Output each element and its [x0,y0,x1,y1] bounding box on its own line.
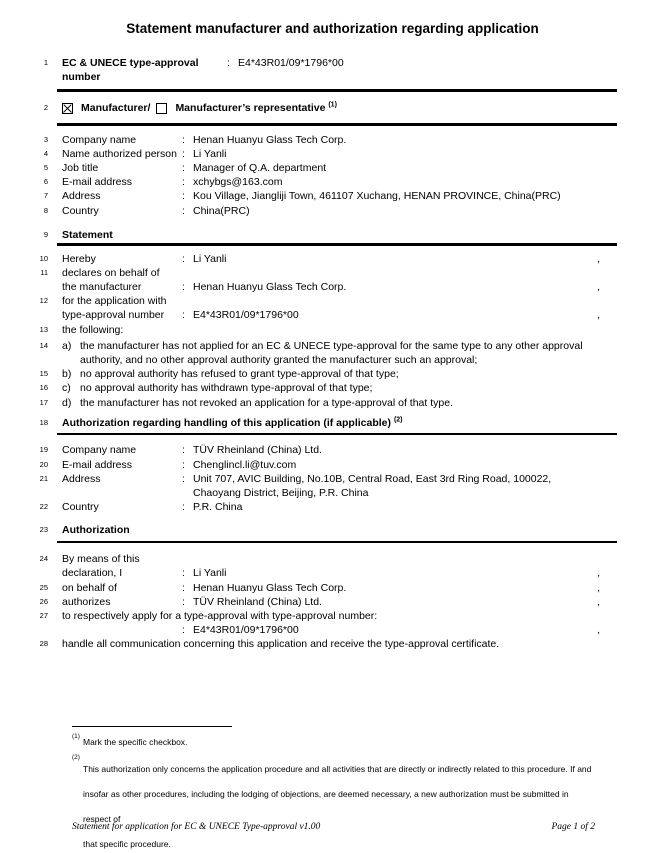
field-value: Li Yanli [193,567,227,580]
authorization-handling-heading: Authorization regarding handling of this application (if applicable) $^{(2)}$ [62,416,403,429]
authorization-row-declaration [0,566,665,580]
colon: : [182,252,185,265]
comma: , [597,581,600,594]
comma: , [597,567,600,580]
statement-text: to respectively apply for a type-approval with type-approval number: [62,610,378,622]
field-label: the manufacturer [62,280,142,293]
footnote-ref-1: (1) [328,101,337,109]
authorization-heading-row [0,523,665,537]
colon: : [182,567,185,580]
comma: , [597,309,600,322]
field-label: Country [62,501,99,514]
manufacturer-label: Manufacturer/ [81,102,151,115]
list-item-text: no approval authority has withdrawn type-approval of that type; [80,382,373,395]
type-approval-number-value: E4*43R01/09*1796*00 [238,57,344,69]
footnote-2-line: that specific procedure. [83,839,171,849]
field-value: TÜV Rheinland (China) Ltd. [193,595,322,608]
list-item-text: the manufacturer has not revoked an application for a type-approval of that type. [80,396,453,409]
field-value: Li Yanli [193,147,227,160]
field-label: By means of this [62,553,140,566]
field-label: on behalf of [62,581,117,594]
comma: , [597,624,600,637]
field-row-country [0,204,665,218]
document-title: Statement manufacturer and authorization regarding application [126,21,539,36]
comma: , [597,280,600,293]
line-number: 7 [43,191,48,201]
statement-row-hereby [0,252,665,266]
line-number: 11 [40,267,48,277]
line-number: 20 [39,459,48,469]
authorization-row-by-means-intro [0,552,665,566]
type-approval-number-label: EC & UNECE type-approval number [62,57,199,84]
line-number: 6 [43,177,48,187]
line-number: 12 [39,296,48,306]
field-label: Hereby [62,252,96,265]
footnote-2: (2) This authorization only concerns the application procedure and all activities that are directly or indirectly related to this procedure. If and insofar as other procedures, including the lodging of objections, are deemed necessary, a new authorization must be submitted in respect of that specific procedure. [72,754,592,849]
field-value: P.R. China [193,501,243,514]
type-approval-number-row [0,56,665,84]
statement-item-d [0,396,665,410]
line-number: 9 [43,229,48,239]
footnote-2-line: insofar as other procedures, including the lodging of objections, are deemed necessary, a new authorization must be submitted in respect of [83,789,569,824]
field-value: Kou Village, Jiangliji Town, 461107 Xuchang, HENAN PROVINCE, China(PRC) [193,190,561,203]
field-value: E4*43R01/09*1796*00 [193,624,299,637]
statement-text: the following: [62,323,124,336]
line-number: 24 [39,554,48,564]
colon: : [182,501,185,514]
field-label: declaration, I [62,567,123,580]
line-number: 23 [39,525,48,535]
manufacturer-checkbox [62,103,73,114]
line-number: 17 [39,397,48,407]
field-label: E-mail address [62,176,133,189]
page-footer [72,822,595,832]
footer-page-number: Page 1 of 2 [551,822,595,832]
representative-checkbox [156,103,167,114]
line-number: 1 [43,58,48,67]
field-label: Address [62,190,101,203]
field-row-company-name [0,133,665,147]
colon: : [182,190,185,203]
list-marker: a) [62,339,72,352]
authorization-row-authorizes [0,595,665,609]
field-row-agent-country [0,500,665,514]
field-label-spacer [62,623,182,637]
footnote-1: (1) Mark the specific checkbox. [72,733,188,747]
field-label: type-approval number [62,309,165,322]
authorization-row-approval-number [0,623,665,637]
list-marker: b) [62,368,72,381]
list-marker: d) [62,396,72,409]
line-number: 28 [39,639,48,649]
statement-row-manufacturer [0,280,665,294]
line-number: 3 [43,134,48,144]
colon: : [182,133,185,146]
line-number: 8 [43,205,48,215]
field-value: China(PRC) [193,204,250,217]
section-divider [57,123,617,126]
authorization-row-handle-communication [0,637,665,651]
section-divider [57,541,617,544]
field-value: Unit 707, AVIC Building, No.10B, Central Road, East 3rd Ring Road, 100022, Chaoyang District, Beijing, P.R. China [193,472,552,500]
field-value: Manager of Q.A. department [193,162,327,175]
line-number: 14 [39,340,48,350]
line-number: 21 [39,473,48,483]
field-value: Henan Huanyu Glass Tech Corp. [193,581,347,594]
line-number: 2 [43,103,48,113]
comma: , [597,595,600,608]
field-row-agent-company [0,443,665,457]
field-label: authorizes [62,595,111,608]
line-number: 26 [39,596,48,606]
statement-item-a [0,339,665,367]
section-divider [57,89,617,92]
line-number: 19 [39,445,48,455]
statement-row-application-intro [0,294,665,308]
comma: , [597,252,600,265]
list-marker: c) [62,382,71,395]
field-label: for the application with [62,295,167,308]
footnote-2-line: This authorization only concerns the application procedure and all activities that are directly or indirectly related to this procedure. If and [83,764,592,774]
colon: : [182,624,185,637]
list-item-text: the manufacturer has not applied for an EC & UNECE type-approval for the same type to any other approval authority, and no other approval authority granted the manufacturer such an approval; [80,339,583,366]
field-label: declares on behalf of [62,266,160,279]
authorization-row-on-behalf [0,581,665,595]
colon: : [182,458,185,471]
field-label: Country [62,204,99,217]
field-value: E4*43R01/09*1796*00 [193,309,299,322]
field-row-email [0,175,665,189]
field-label: Company name [62,444,137,457]
field-value: Henan Huanyu Glass Tech Corp. [193,280,347,293]
colon: : [182,595,185,608]
authorization-row-apply-intro [0,609,665,623]
line-number: 15 [39,369,48,379]
field-value: xchybgs@163.com [193,176,283,189]
section-divider [57,433,617,436]
representative-label: Manufacturer’s representative $^{(1)}$ [175,101,337,115]
colon: : [182,472,185,485]
field-row-agent-email [0,458,665,472]
field-label: Name authorized person [62,147,177,160]
field-label: Company name [62,133,137,146]
field-value: Henan Huanyu Glass Tech Corp. [193,133,347,146]
authorization-heading: Authorization [62,524,130,537]
colon: : [182,176,185,189]
field-row-agent-address [0,472,665,500]
field-value: Li Yanli [193,252,227,265]
line-number: 16 [39,383,48,393]
field-value: TÜV Rheinland (China) Ltd. [193,444,322,457]
colon: : [182,204,185,217]
statement-row-declares-intro [0,266,665,280]
applicant-type-row [0,101,665,115]
statement-text: handle all communication concerning this application and receive the type-approval certificate. [62,638,500,651]
section-divider [57,243,617,246]
statement-row-following [0,323,665,337]
authorization-handling-heading-row [0,416,665,430]
statement-item-b [0,367,665,381]
colon: : [227,57,230,69]
line-number: 10 [39,253,48,263]
field-label: Job title [62,162,99,175]
line-number: 27 [39,611,48,620]
field-value: Chenglincl.li@tuv.com [193,458,297,471]
line-number: 25 [39,582,48,592]
field-row-address [0,189,665,203]
line-number: 18 [39,417,48,427]
footnotes-block [72,726,592,853]
statement-item-c [0,381,665,395]
colon: : [182,581,185,594]
line-number: 13 [39,324,48,334]
line-number: 5 [43,163,48,173]
footer-document-name: Statement for application for EC & UNECE Type-approval v1.00 [72,822,321,832]
colon: : [182,309,185,322]
colon: : [182,444,185,457]
line-number: 22 [39,502,48,512]
statement-row-type-approval [0,308,665,322]
line-number: 4 [43,148,48,158]
footnote-ref-2: (2) [393,416,403,424]
colon: : [182,162,185,175]
footnote-separator [72,726,232,727]
field-row-authorized-person [0,147,665,161]
list-item-text: no approval authority has refused to grant type-approval of that type; [80,368,399,381]
field-label: Address [62,472,101,485]
statement-heading-row [0,228,665,242]
colon: : [182,280,185,293]
colon: : [182,147,185,160]
field-label: E-mail address [62,458,133,471]
field-row-job-title [0,161,665,175]
statement-heading: Statement [62,228,113,241]
